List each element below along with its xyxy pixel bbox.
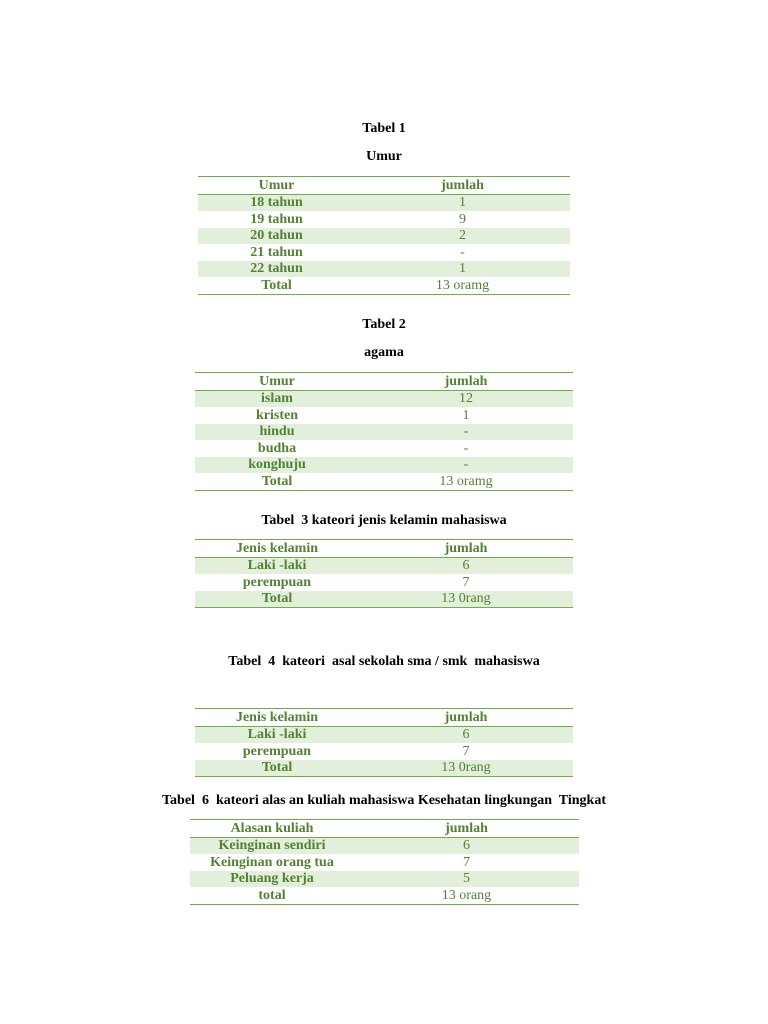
table-cell: total [258,887,286,903]
table-cell: - [463,440,469,456]
table-1-title: Tabel 1 [362,121,406,136]
column-header: jumlah [355,177,570,195]
table-row [190,854,579,871]
table-cell: 7 [462,574,470,590]
table-1 [198,176,570,295]
column-header: jumlah [359,373,573,391]
table-cell: 13 0rang [359,760,573,777]
column-header: Jenis kelamin [195,709,359,727]
table-row [198,194,570,211]
table-cell: 13 0rang [359,591,573,608]
table-row [195,726,573,743]
table-1-subtitle: Umur [366,149,402,164]
table-row [195,457,573,474]
table-cell: Keinginan orang tua [210,854,334,870]
table-6-title: Tabel 6 kateori alas an kuliah mahasiswa Kesehatan lingkungan Tingkat [162,793,606,808]
table-row [195,557,573,574]
table-cell: 22 tahun [198,261,355,278]
table-row [195,591,573,608]
table-row [195,760,573,777]
table-cell: 9 [459,211,466,227]
table-row [198,277,570,294]
table-cell: 13 oramg [439,473,493,489]
table-row [198,211,570,228]
table-cell: 2 [355,228,570,245]
table-cell: Total [261,277,292,293]
table-cell: - [460,244,465,260]
table-cell: 21 tahun [250,244,303,260]
table-cell: konghuju [195,457,359,474]
table-cell: - [359,457,573,474]
table-4-title: Tabel 4 kateori asal sekolah sma / smk mahasiswa [228,654,540,669]
column-header: Umur [198,177,355,195]
table-row [195,440,573,457]
table-cell: 7 [462,743,470,759]
table-cell: 13 oramg [435,277,490,293]
table-header-row [195,373,573,391]
table-cell: 1 [355,261,570,278]
table-row [195,743,573,760]
column-header: Alasan kuliah [190,820,354,838]
column-header: jumlah [359,709,573,727]
table-row [190,837,579,854]
table-cell: Total [195,760,359,777]
table-cell: Keinginan sendiri [190,837,354,854]
table-cell: 6 [354,837,579,854]
table-cell: perempuan [242,574,312,590]
table-cell: perempuan [242,743,312,759]
table-row [195,574,573,591]
table-cell: 12 [359,390,573,407]
table-cell: hindu [195,424,359,441]
table-4 [195,708,573,777]
table-cell: 6 [359,726,573,743]
table-cell: - [359,424,573,441]
column-header: jumlah [359,540,573,558]
table-header-row [195,709,573,727]
table-row [198,244,570,261]
table-cell: 1 [462,407,470,423]
table-header-row [195,540,573,558]
table-2 [195,372,573,491]
table-cell: 18 tahun [198,194,355,211]
table-header-row [198,177,570,195]
table-row [190,871,579,888]
table-cell: Peluang kerja [190,871,354,888]
column-header: jumlah [354,820,579,838]
table-cell: 5 [354,871,579,888]
table-6 [190,819,579,905]
table-3 [195,539,573,608]
table-cell: 6 [359,557,573,574]
table-cell: Laki -laki [195,557,359,574]
table-cell: islam [195,390,359,407]
table-cell: Total [261,473,293,489]
table-row [195,473,573,490]
table-row [195,424,573,441]
table-row [198,261,570,278]
table-cell: budha [257,440,297,456]
table-cell: 13 orang [441,887,492,903]
column-header: Jenis kelamin [195,540,359,558]
table-row [195,390,573,407]
table-cell: Laki -laki [195,726,359,743]
table-cell: 7 [463,854,470,870]
table-cell: 20 tahun [198,228,355,245]
table-row [190,887,579,904]
table-cell: kristen [256,407,298,423]
table-2-subtitle: agama [364,345,404,360]
table-3-title: Tabel 3 kateori jenis kelamin mahasiswa [261,513,507,528]
table-row [198,228,570,245]
table-cell: 1 [355,194,570,211]
table-2-title: Tabel 2 [362,317,406,332]
table-cell: Total [195,591,359,608]
table-row [195,407,573,424]
table-cell: 19 tahun [250,211,303,227]
table-header-row [190,820,579,838]
column-header: Umur [195,373,359,391]
